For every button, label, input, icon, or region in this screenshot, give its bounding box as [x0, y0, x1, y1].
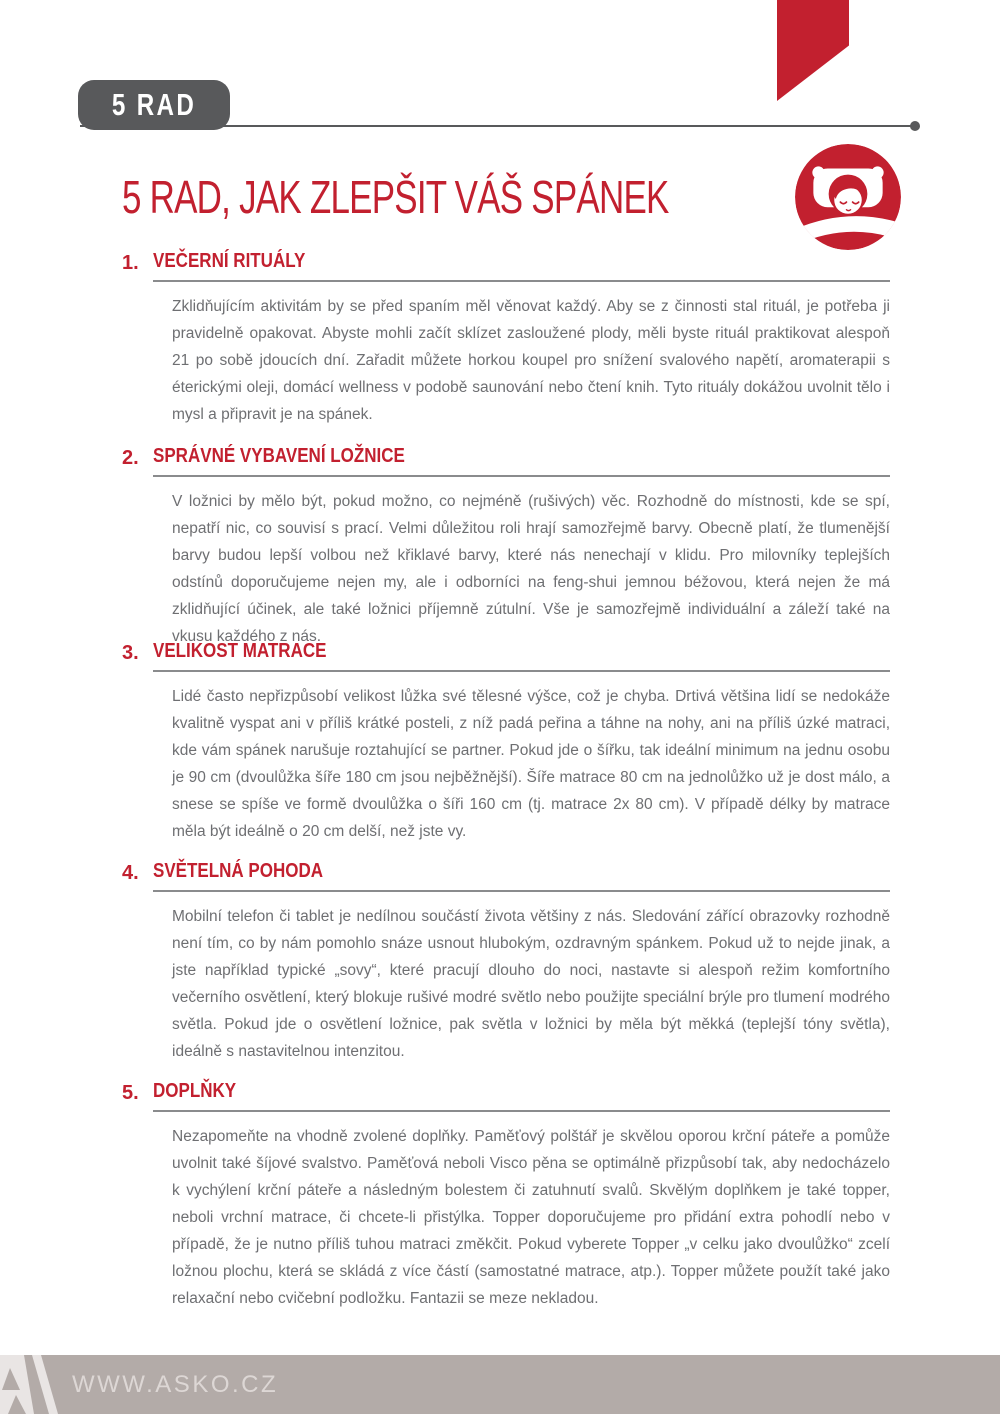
section-title-underline — [153, 445, 890, 477]
section-header — [122, 640, 890, 672]
section-header — [122, 445, 890, 477]
section-number: 2. — [122, 447, 139, 469]
section-title: VELIKOST MATRACE — [153, 640, 327, 662]
section-body-text: Zklidňujícím aktivitám by se před spaním měl věnovat každý. Aby se z činnosti stal rituál, je potřeba ji pravidelně opakovat. Abyste mohli začít sklízet zasloužené plody, měli byste rituál praktikovat alespoň 21 po sobě jdoucích dní. Zařadit můžete horkou koupel pro snížení svalového napětí, aromaterapii s éterickými oleji, domácí wellness v podobě saunování nebo čtení knih. Tyto rituály dokážou uvolnit tělo i mysl a připravit je na spánek. — [172, 298, 890, 423]
red-corner-ribbon-icon — [777, 0, 849, 101]
section-number: 1. — [122, 252, 139, 274]
section-header — [122, 860, 890, 892]
section-title-underline — [153, 860, 890, 892]
section-header — [122, 250, 890, 282]
section-title: DOPLŇKY — [153, 1080, 237, 1102]
section-number: 3. — [122, 642, 139, 664]
page-badge — [78, 80, 230, 130]
section-title: SPRÁVNÉ VYBAVENÍ LOŽNICE — [153, 445, 405, 467]
section-header — [122, 1080, 890, 1112]
section-title: VEČERNÍ RITUÁLY — [153, 250, 306, 272]
section-spravne-vybaveni-loznice — [122, 445, 890, 650]
section-number: 5. — [122, 1082, 139, 1104]
website-link[interactable]: WWW.ASKO.CZ — [72, 1370, 279, 1398]
page-title: 5 RAD, JAK ZLEPŠIT VÁŠ SPÁNEK — [122, 171, 669, 223]
footer-bar — [0, 1355, 1000, 1414]
sleeping-person-icon — [794, 143, 902, 251]
section-doplnky — [122, 1080, 890, 1312]
section-body-text: Lidé často nepřizpůsobí velikost lůžka své tělesné výšce, což je chyba. Drtivá většina lidí se nedokáže kvalitně vyspat ani v příliš krátké posteli, z níž padá peřina a táhne na nohy, ani na příliš úzké matraci, kde vám spánek narušuje roztahující se partner. Pokud jde o šířku, tak ideální minimum na jednu osobu je 90 cm (dvoulůžka šíře 180 cm jsou nejběžnější). Šíře matrace 80 cm na jednolůžko už je dost málo, a snese se spíše ve formě dvoulůžka o šíři 160 cm (tj. matrace 2x 80 cm). V případě délky by matrace měla být ideálně o 20 cm delší, než jste vy. — [172, 688, 890, 840]
section-velikost-matrace — [122, 640, 890, 845]
section-svetelna-pohoda — [122, 860, 890, 1065]
section-body-text: Mobilní telefon či tablet je nedílnou součástí života většiny z nás. Sledování zářící obrazovky rozhodně není tím, co by nám pomohlo snáze usnout hlubokým, ozdravným spánkem. Pokud už to nejde jinak, a jste například typické „sovy“, které pracují dlouho do noci, nastavte si alespoň režim komfortního večerního osvětlení, který blokuje rušivé modré světlo nebo použijte speciální brýle pro tlumení modrého světla. Pokud jde o osvětlení ložnice, pak světla v ložnici by měla být měkká (teplejší tóny světla), ideálně s nastavitelnou intenzitou. — [172, 908, 890, 1060]
section-body-text: V ložnici by mělo být, pokud možno, co nejméně (rušivých) věc. Rozhodně do místnosti, kde se spí, nepatří nic, co souvisí s prací. Velmi důležitou roli hrají samozřejmě barvy. Obecně platí, že tlumenější barvy budou lepší volbou než křiklavé barvy, které nás nenechají v klidu. Pro milovníky teplejších odstínů doporučujeme nejen my, ale i odborníci na feng-shui jemnou béžovou, která nejen že má zklidňující účinek, ale také ložnici příjemně zútulní. Vše je samozřejmě individuální a záleží také na vkusu každého z nás. — [172, 493, 890, 645]
section-title: SVĚTELNÁ POHODA — [153, 860, 324, 882]
section-number: 4. — [122, 862, 139, 884]
section-title-underline — [153, 1080, 890, 1112]
page-badge-label: 5 RAD — [111, 87, 197, 122]
section-vecerni-ritualy — [122, 250, 890, 428]
section-body-text: Nezapomeňte na vhodně zvolené doplňky. Paměťový polštář je skvělou oporou krční páteře a pomůže uvolnit také šíjové svalstvo. Paměťová neboli Visco pěna se optimálně přizpůsobí tak, aby nedocházelo k vychýlení krční páteře a následným bolestem či zatuhnutí svalů. Skvělým doplňkem je také topper, neboli vrchní matrace, či chcete-li přistýlka. Topper doporučujeme pro přidání extra pohodlí nebo v případě, že je nutno příliš tuhou matraci změkčit. Pokud vyberete Topper „v celku jako dvoulůžko“ zcelí ložnou plochu, která se skládá z více částí (samostatné matrace, atp.). Topper můžete použít také jako relaxační nebo cvičební podložku. Fantazii se meze nekladou. — [172, 1128, 890, 1307]
section-title-underline — [153, 640, 890, 672]
section-title-underline — [153, 250, 890, 282]
